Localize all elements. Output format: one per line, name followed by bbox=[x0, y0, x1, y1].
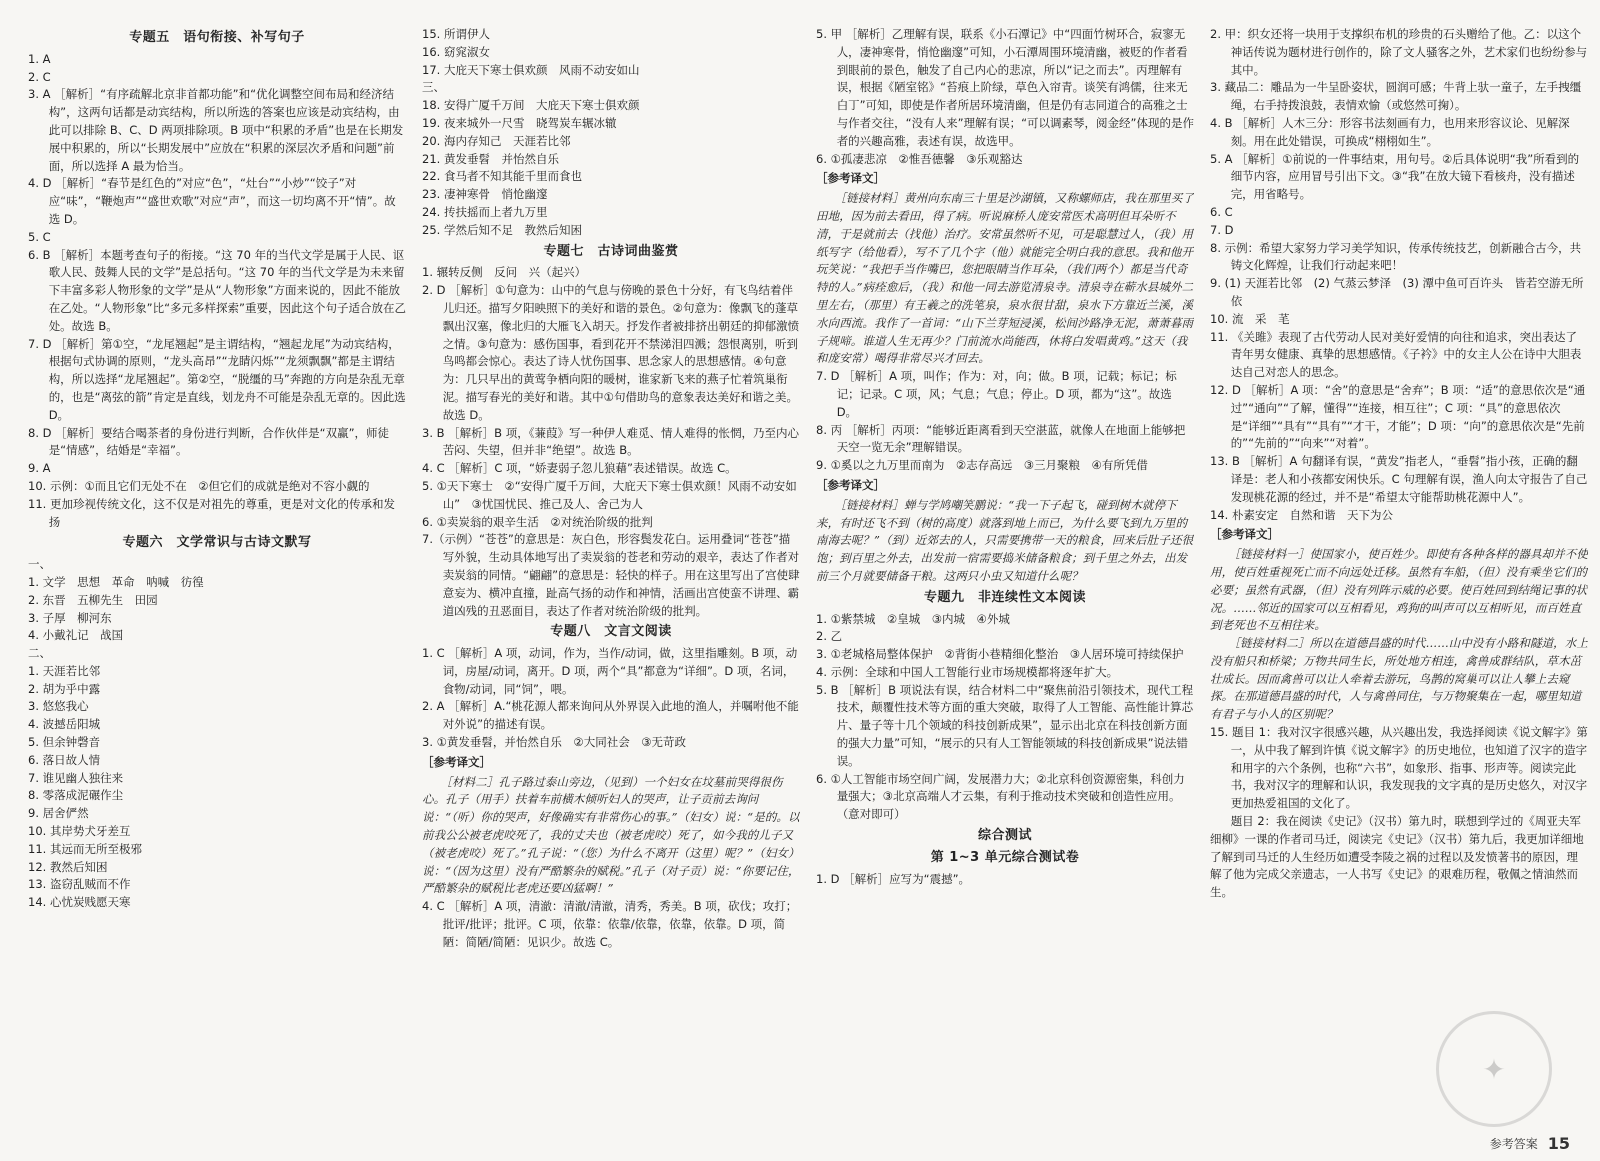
answer-line: 2. 甲：织女还将一块用于支撑织布机的珍贵的石头赠给了他。乙：以这个神话传说为题材进行创作的，除了文人骚客之外，艺术家们也纷纷参与其中。 bbox=[1210, 27, 1588, 77]
answer-line: 14. 朴素安定 自然和谐 天下为公 bbox=[1210, 507, 1393, 522]
answer-line: 21. 黄发垂髫 并怡然自乐 bbox=[422, 151, 559, 166]
section-title: 专题六 文学常识与古诗文默写 bbox=[122, 535, 312, 551]
answer-line: 1. ①紫禁城 ②皇城 ③内城 ④外城 bbox=[816, 611, 1010, 626]
reference-translation-label: ［参考译文］ bbox=[1210, 527, 1279, 542]
section-title: 专题八 文言文阅读 bbox=[550, 624, 672, 640]
answer-line: 2. D ［解析］①句意为：山中的气息与傍晚的景色十分好，有飞鸟结着伴儿归还。描写夕阳映照下的美好和谐的景色。②句意为：像飘飞的蓬草飘出汉塞，像北归的大雁飞入胡天。抒发作者被排挤出朝廷的抑郁激愤之情。③句意为：感伤国事，看到花开不禁涕泪四溅；怨恨离别，听到鸟鸣都会惊心。表达了诗人忧伤国事、思念家人的思想感情。④句意为：几只早出的黄莺争栖向阳的暖树，谁家新飞来的燕子忙着筑巢衔泥。描写春光的美好和谐。其中①句借助鸟的意象表达美好和谐之美。故选 D。 bbox=[422, 283, 800, 422]
answer-line: 11. 更加珍视传统文化，这不仅是对祖先的尊重，更是对文化的传承和发扬 bbox=[28, 496, 395, 529]
answer-line: 9. A bbox=[28, 461, 51, 476]
answer-line: 10. 示例：①而且它们无处不在 ②但它们的成就是绝对不容小觑的 bbox=[28, 478, 370, 493]
column-1 bbox=[28, 26, 406, 1151]
answer-line: 6. ①孤凄悲凉 ②惟吾德馨 ③乐观豁达 bbox=[816, 151, 1023, 166]
answer-line: 4. 示例：全球和中国人工智能行业市场规模都将逐年扩大。 bbox=[816, 664, 1119, 679]
answer-line: 23. 凄神寒骨 悄怆幽邃 bbox=[422, 187, 548, 202]
answer-line: 7. D ［解析］A 项，叫作；作为：对，向；做。B 项，记载；标记；标记；记录。C 项，风；气息；气息；停止。D 项，都为“这”。故选 D。 bbox=[816, 369, 1177, 419]
answer-list-1 bbox=[28, 51, 406, 532]
answer-line: 3. 子厚 柳河东 bbox=[28, 610, 112, 625]
answer-line: 7.（示例）“苍苍”的意思是：灰白色，形容鬓发花白。运用叠词“苍苍”描写外貌，生动具体地写出了卖炭翁的苍老和劳动的艰辛，表达了作者对卖炭翁的同情。“翩翩”的意思是：轻快的样子。用在这里写出了宫使肆意妄为、横冲直撞，趾高气扬的动作和神情，活画出宫使蛮不讲理、霸道凶残的丑恶面目，表达了作者对统治阶级的批判。 bbox=[422, 532, 800, 618]
answer-line: 3. ①黄发垂髫，并怡然自乐 ②大同社会 ③无苛政 bbox=[422, 735, 687, 750]
answer-line: 17. 大庇天下寒士俱欢颜 风雨不动安如山 bbox=[422, 62, 640, 77]
answer-line: 13. B ［解析］A 句翻译有误，“黄发”指老人，“垂髫”指小孩，正确的翻译是：老人和小孩都安闲快乐。C 句理解有误，渔人向太守报告了自己发现桃花源的经过，并不是“希望太守能帮助桃花源中人”。 bbox=[1210, 454, 1588, 504]
reference-translation-label: ［参考译文］ bbox=[816, 477, 885, 492]
reference-translation-label: ［参考译文］ bbox=[422, 754, 491, 769]
section-title: 专题九 非连续性文本阅读 bbox=[923, 589, 1086, 605]
answer-line: 7. 谁见幽人独往来 bbox=[28, 770, 124, 785]
answer-line: 1. C ［解析］A 项，动词，作为，当作/动词，做，这里指雕刻。B 项，动词，房屋/动词，离开。D 项，两个“具”都意为“详细”。D 项，名词，食物/动词，同“饲”，喂。 bbox=[422, 646, 798, 696]
answer-line: 1. 文学 思想 革命 呐喊 彷徨 bbox=[28, 574, 204, 589]
answer-line: 15. 所谓伊人 bbox=[422, 27, 490, 41]
translation-text: ［链接材料］黄州向东南三十里是沙湖镇，又称螺师店，我在那里买了田地，因为前去看田，得了病。听说麻桥人庞安常医术高明但耳朵听不清，于是就前去（找他）治疗。安常虽然听不见，可是聪慧过人，（我）用纸写字（给他看），写不了几个字（他）就能完全明白我的意思。我和他开玩笑说：“我把手当作嘴巴，您把眼睛当作耳朵，（我们两个）都是当代奇特的人。”病痊愈后，（我）和他一同去游览清泉寺。清泉寺在蕲水县城外二里左右，（那里）有王羲之的洗笔泉，泉水很甘甜，泉水下方靠近兰溪，溪水向西流。我作了一首词：“山下兰芽短浸溪，松间沙路净无泥，萧萧暮雨子规啼。谁道人生无再少？门前流水尚能西，休将白发唱黄鸡。”这天（我和庞安常）喝得非常尽兴才回去。 bbox=[816, 191, 1194, 366]
section-title: 专题五 语句衔接、补写句子 bbox=[129, 30, 305, 45]
answer-line: 1. A bbox=[28, 51, 51, 66]
answer-line: 3. B ［解析］B 项，《蒹葭》写一种伊人难觅、情人难得的怅惘，乃至内心苦闷、失望，但并非“绝望”。故选 B。 bbox=[422, 425, 799, 458]
answer-line: 8. 示例：希望大家努力学习美学知识，传承传统技艺，创新融合古今，共铸文化辉煌，让我们行动起来吧！ bbox=[1210, 240, 1582, 273]
answer-line: 4. C ［解析］C 项，“娇妻弱子忽儿狼藉”表述错误。故选 C。 bbox=[422, 461, 737, 476]
answer-line: 3. 悠悠我心 bbox=[28, 699, 89, 714]
answer-line: 18. 安得广厦千万间 大庇天下寒士俱欢颜 bbox=[422, 98, 640, 113]
answer-line: 7. D bbox=[1210, 222, 1234, 237]
column-3 bbox=[816, 26, 1194, 1151]
column-2 bbox=[422, 26, 800, 1151]
answer-line: 11. 其远而无所至极邪 bbox=[28, 841, 142, 856]
answer-line: 8. D ［解析］要结合喝茶者的身份进行判断，合作伙伴是“双赢”，师徒是“情感”，结婚是“幸福”。 bbox=[28, 425, 390, 458]
translation-text: ［材料二］孔子路过泰山旁边，（见到）一个妇女在坟墓前哭得很伤心。孔子（用手）扶着车前横木倾听妇人的哭声，让子贡前去询问说：“（听）你的哭声，好像确实有非常伤心的事。”（妇女）说：“是的。以前我公公被老虎咬死了，我的丈夫也（被老虎咬）死了，如今我的儿子又（被老虎咬）死了。”孔子说：“（您）为什么不离开（这里）呢？”（妇女）说：“（因为这里）没有严酷繁杂的赋税。”孔子（对子贡）说：“你要记住，严酷繁杂的赋税比老虎还要凶猛啊！” bbox=[422, 774, 800, 896]
answer-line: 6. B ［解析］本题考查句子的衔接。“这 70 年的当代文学是属于人民、讴歌人民、鼓舞人民的文学”是总括句。“这 70 年的当代文学是为未来留下丰富多彩人物形象的文学”是从“人物形象”方面来说的，因此不能放在乙处。“人物形象”比“多元多样探索”重要，因此这个句子适合放在乙处。故选 B。 bbox=[28, 247, 406, 333]
answer-line: 6. ①卖炭翁的艰辛生活 ②对统治阶级的批判 bbox=[422, 514, 653, 529]
part-label: 三、 bbox=[422, 80, 445, 95]
part-label: 二、 bbox=[28, 646, 51, 661]
answer-line: 2. 胡为乎中露 bbox=[28, 681, 101, 696]
answer-line: 13. 盗窃乱贼而不作 bbox=[28, 877, 131, 892]
answer-line: 6. 落日故人情 bbox=[28, 752, 101, 767]
answer-line: 5. B ［解析］B 项说法有误，结合材料二中“聚焦前沿引领技术，现代工程技术，颠覆性技术等方面的重大突破，取得了人工智能、高性能计算芯片、量子等十几个领域的科技创新成果”，显示出北京在科技创新方面的强大力量”可知，“展示的只有人工智能领域的科技创新成果”说法错误。 bbox=[816, 682, 1194, 768]
answer-line: 6. C bbox=[1210, 204, 1233, 219]
answer-line: 24. 抟扶摇而上者九万里 bbox=[422, 204, 548, 219]
answer-line: 1. 辗转反侧 反问 兴（起兴） bbox=[422, 265, 587, 280]
footer-label: 参考答案 bbox=[1489, 1137, 1538, 1151]
answer-line: 12. D ［解析］A 项：“舍”的意思是“舍弃”；B 项：“适”的意思依次是“通过”“通向”“了解，懂得”“连接，相互往”；C 项：“具”的意思依次是“详细”“具有”“具有”“才干，才能”；D 项：“向”的意思依次是“先前的”“先前的”“向来”“对着”。 bbox=[1210, 382, 1586, 451]
answer-line: 5. C bbox=[28, 229, 51, 244]
answer-line: 16. 窈窕淑女 bbox=[422, 44, 490, 59]
answer-line: 12. 教然后知困 bbox=[28, 859, 108, 874]
part-label: 一、 bbox=[28, 557, 51, 572]
answer-line: 9. 居舍俨然 bbox=[28, 806, 89, 821]
answer-line: 7. D ［解析］第①空，“龙尾翘起”是主谓结构，“翘起龙尾”为动宾结构，根据句式协调的原则，“龙头高昂”“龙睛闪烁”“龙须飘飘”都是主谓结构，所以选择“龙尾翘起”。第②空，“脱缰的马”奔跑的方向是杂乱无章的，也是“离弦的箭”肯定是直线，划龙舟不可能是杂乱无章的。因此选 D。 bbox=[28, 336, 406, 422]
answer-line: 1. 天涯若比邻 bbox=[28, 663, 101, 678]
answer-line: 4. D ［解析］“春节是红色的”对应“色”，“灶台”“小炒”“饺子”对应“味”，“鞭炮声”“盛世欢歌”对应“声”，而这一切均离不开“情”。故选 D。 bbox=[28, 176, 396, 226]
answer-line: 5. 但余钟磬音 bbox=[28, 735, 101, 750]
answer-line: 22. 食马者不知其能千里而食也 bbox=[422, 169, 582, 184]
answer-line: 8. 零落成泥碾作尘 bbox=[28, 788, 124, 803]
answer-line: 2. 东晋 五柳先生 田园 bbox=[28, 592, 158, 607]
answer-line: 10. 其岸势犬牙差互 bbox=[28, 824, 131, 839]
answer-line: 9. ①奚以之九万里而南为 ②志存高远 ③三月聚粮 ④有所凭借 bbox=[816, 458, 1148, 473]
section-title: 专题七 古诗词曲鉴赏 bbox=[543, 243, 679, 259]
answer-line: 4. 波撼岳阳城 bbox=[28, 717, 101, 732]
answer-line: 2. 乙 bbox=[816, 629, 843, 644]
section-subtitle: 第 1~3 单元综合测试卷 bbox=[930, 849, 1080, 865]
answer-line: 20. 海内存知己 天涯若比邻 bbox=[422, 133, 571, 148]
answer-line: 3. ①老城格局整体保护 ②背街小巷精细化整治 ③人居环境可持续保护 bbox=[816, 647, 1184, 662]
answer-line: 3. A ［解析］“有序疏解北京非首都功能”和“优化调整空间布局和经济结构”，这两句话都是动宾结构，所以所选的答案也应该是动宾结构，由此可以排除 B、C、D 两项排除项。B 项中“积累的矛盾”也是在长期发展中积累的，所以“长期发展中”应放在“积累的深层次矛盾和问题”前面，所以选择 A 最为恰当。 bbox=[28, 87, 404, 173]
page-number: 15 bbox=[1547, 1134, 1570, 1153]
translation-text: ［链接材料二］所以在道德昌盛的时代……山中没有小路和隧道，水上没有船只和桥梁；万物共同生长，所处地方相连，禽兽成群结队，草木茁壮成长。因而禽兽可以让人牵着去游玩，鸟鹊的窝巢可以让人攀上去窥探。在那道德昌盛的时代，人与禽兽同住，与万物聚集在一起，哪里知道有君子与小人的区别呢？ bbox=[1210, 636, 1588, 722]
answer-line: 2. A ［解析］A.“桃花源人都来询问从外界误入此地的渔人，并嘱咐他不能对外说”的描述有误。 bbox=[422, 699, 799, 732]
answer-line: 9. (1) 天涯若比邻 (2) 气蒸云梦泽 (3) 潭中鱼可百许头 皆若空游无所依 bbox=[1210, 276, 1584, 308]
reference-translation-label: ［参考译文］ bbox=[816, 171, 885, 186]
answer-line: 4. 小戴礼记 战国 bbox=[28, 628, 124, 643]
answer-line: 11. 《关雎》表现了古代劳动人民对美好爱情的向往和追求，突出表达了青年男女健康、真挚的思想感情。《子衿》中的女主人公在诗中大胆表达自己对恋人的思念。 bbox=[1210, 329, 1582, 380]
answer-line: 2. C bbox=[28, 69, 51, 84]
answer-line: 10. 流 采 芼 bbox=[1210, 311, 1290, 326]
answer-line: 4. C ［解析］A 项，清澈：清澈/清澈，清秀，秀美。B 项，砍伐；攻打；批评/批评；批评。C 项，依靠：依靠/依靠，依靠，依靠。D 项，简陋：简陋/简陋：见识少。故选 C。 bbox=[422, 899, 798, 949]
answer-line: 8. 丙 ［解析］丙项：“能够近距离看到天空湛蓝，就像人在地面上能够把天空一览无余”理解错误。 bbox=[816, 422, 1186, 455]
answer-line: 25. 学然后知不足 教然后知困 bbox=[422, 222, 582, 237]
column-4 bbox=[1210, 26, 1588, 1151]
answer-line: 5. ①天下寒士 ②“安得广厦千万间，大庇天下寒士俱欢颜！风雨不动安如山” ③忧国忧民、推己及人、舍己为人 bbox=[422, 478, 797, 511]
page-footer bbox=[1490, 1134, 1570, 1153]
translation-text: ［链接材料一］使国家小，使百姓少。即使有各种各样的器具却并不使用，使百姓重视死亡而不向远处迁移。虽然有车船，（但）没有乘坐它们的必要；虽然有武器，（但）没有列阵示威的必要。使百姓回到结绳记事的状况。……邻近的国家可以互相看见，鸡狗的叫声可以互相听见，而百姓直到老死也不互相往来。 bbox=[1210, 547, 1588, 633]
answer-line: 14. 心忧炭贱愿天寒 bbox=[28, 895, 131, 910]
answer-line: 3. 藏品二：雕品为一牛呈卧姿状，圆润可感；牛背上驮一童子，左手拽缰绳，右手持拨浪鼓，表情欢愉（或悠然可掬）。 bbox=[1210, 80, 1582, 113]
answer-line: 5. 甲 ［解析］乙理解有误，联系《小石潭记》中“四面竹树环合，寂寥无人，凄神寒骨，悄怆幽邃”可知，小石潭周围环境清幽，被贬的作者看到眼前的景色，触发了自己内心的悲凉，所以“记之而去”。丙理解有误，根据《陋室铭》“苔痕上阶绿，草色入帘青。谈笑有鸿儒，往来无白丁”可知，即使是作者所居环境清幽，但是仍有志同道合的高雅之士与作者交往，“没有人来”理解有误；“可以调素琴，阅金经”体现的是作者的兴趣高雅，表述有误，故选甲。 bbox=[816, 27, 1194, 148]
answer-line: 6. ①人工智能市场空间广阔，发展潜力大；②北京科创资源密集，科创力量强大；③北京高端人才云集，有利于推动技术突破和创造性应用。（意对即可） bbox=[816, 771, 1185, 822]
answer-line: 1. D ［解析］应写为“震撼”。 bbox=[816, 871, 971, 886]
watermark-stamp-icon: ✦ bbox=[1436, 1011, 1552, 1127]
answer-line: 4. B ［解析］人木三分：形容书法刻画有力，也用来形容议论、见解深刻。用在此处错误，可换成“栩栩如生”。 bbox=[1210, 115, 1570, 148]
section-title: 综合测试 bbox=[977, 828, 1032, 844]
answer-line: 15. 题目 1：我对汉字很感兴趣，从兴趣出发，我选择阅读《说文解字》第一，从中我了解到许慎《说文解字》的历史地位，也知道了汉字的造字和用字的六个条例，也称“六书”，如象形、指事、形声等。阅读完此书，我对汉字的理解和认识，我发现我的文字真的是历史悠久，对汉字更加热爱祖国的文化了。 bbox=[1210, 725, 1588, 811]
translation-text: ［链接材料］蝉与学鸠嘲笑鹏说：“我一下子起飞，碰到树木就停下来，有时还飞不到（树的高度）就落到地上而已，为什么要飞到九万里的南海去呢？”（到）近郊去的人，只需要携带一天的粮食，回来后肚子还很饱；到百里之外去，出发前一宿需要捣米储备粮食；到千里之外去，出发前三个月就要储备干粮。这两只小虫又知道什么呢？ bbox=[816, 497, 1194, 583]
answer-line: 题目 2：我在阅读《史记》（汉书）第九时，联想到学过的《周亚夫军细柳》一课的作者司马迁，阅读完《史记》（汉书）第九后，我更加详细地了解到司马迁的人生经历如遭受李陵之祸的过程以及发愤著书的原因，理解了他为完成父亲遗志，一人书写《史记》的艰难历程，敬佩之情油然而生。 bbox=[1210, 814, 1584, 900]
answer-line: 19. 夜来城外一尺雪 晓驾炭车辗冰辙 bbox=[422, 115, 617, 130]
answer-line: 5. A ［解析］①前说的一件事结束，用句号。②后具体说明“我”所看到的细节内容，应用冒号引出下文。③“我”在放大镜下看核舟，没有描述完，用省略号。 bbox=[1210, 151, 1580, 202]
